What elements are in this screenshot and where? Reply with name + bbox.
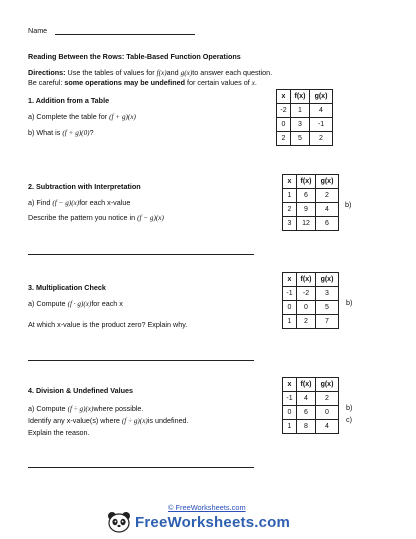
- table-header-cell: f(x): [297, 175, 316, 189]
- table-row: [283, 392, 339, 406]
- table-cell: 7: [316, 315, 339, 329]
- section-1-title: 1. Addition from a Table: [28, 96, 110, 105]
- x-var: x: [251, 79, 255, 87]
- section-2-title: 2. Subtraction with Interpretation: [28, 182, 141, 191]
- section-1-question-b: [28, 128, 94, 138]
- table-row: [283, 203, 339, 217]
- section-3-question-b: At which x-value is the product zero? Explain why.: [28, 320, 188, 329]
- section-1-question-a: [28, 112, 136, 122]
- table-header-cell: x: [283, 175, 297, 189]
- q1a-expr: (f + g)(x): [109, 113, 136, 121]
- table-row: [283, 301, 339, 315]
- table-cell: 2: [316, 189, 339, 203]
- table-header-row: [283, 378, 339, 392]
- answer-line-2[interactable]: [28, 254, 254, 255]
- table-cell: -1: [310, 118, 333, 132]
- section-4-side-label-c: c): [346, 415, 352, 424]
- careful-label: Be careful:: [28, 78, 63, 87]
- table-header-cell: g(x): [310, 90, 333, 104]
- table-4: [282, 377, 339, 434]
- table-cell: -1: [283, 392, 297, 406]
- directions-text-1: Use the tables of values for: [67, 68, 155, 77]
- table-cell: 0: [297, 301, 316, 315]
- table-header-cell: f(x): [297, 378, 316, 392]
- table-header-row: [283, 175, 339, 189]
- q2a-suffix: for each x-value: [79, 198, 131, 207]
- table-cell: 3: [291, 118, 310, 132]
- table-cell: 6: [297, 189, 316, 203]
- table-row: [283, 217, 339, 231]
- table-cell: 5: [291, 132, 310, 146]
- table-row: [277, 104, 333, 118]
- table-header-row: [277, 90, 333, 104]
- table-cell: -2: [297, 287, 316, 301]
- section-2-side-label-b: b): [345, 200, 352, 209]
- directions-period: .: [254, 78, 257, 87]
- table-cell: 0: [283, 301, 297, 315]
- table-header-row: [283, 273, 339, 287]
- table-cell: 4: [310, 104, 333, 118]
- table-header-cell: f(x): [297, 273, 316, 287]
- q1b-suffix: ?: [89, 128, 94, 137]
- table-header-cell: g(x): [316, 273, 339, 287]
- table-row: [283, 287, 339, 301]
- directions-and: and: [166, 68, 179, 77]
- table-cell: 2: [277, 132, 291, 146]
- q2a-expr: (f − g)(x): [52, 199, 80, 207]
- undefined-emphasis: some operations may be undefined: [64, 78, 185, 87]
- q1a-prefix: a) Complete the table for: [28, 112, 108, 121]
- panda-icon: [107, 511, 131, 533]
- table-cell: 0: [283, 406, 297, 420]
- table-cell: -2: [277, 104, 291, 118]
- section-3-title: 3. Multiplication Check: [28, 283, 106, 292]
- table-cell: 1: [291, 104, 310, 118]
- section-3-side-label-b: b): [346, 298, 353, 307]
- table-cell: 5: [316, 301, 339, 315]
- table-cell: 6: [316, 217, 339, 231]
- q1b-prefix: b) What is: [28, 128, 61, 137]
- table-cell: 2: [283, 203, 297, 217]
- q2a-prefix: a) Find: [28, 198, 51, 207]
- f-expr: f(x): [156, 69, 167, 77]
- table-row: [283, 315, 339, 329]
- table-header-cell: g(x): [316, 175, 339, 189]
- footer-brand: FreeWorksheets.com: [135, 514, 291, 531]
- answer-line-3[interactable]: [28, 360, 254, 361]
- q2b-expr: (f − g)(x): [137, 214, 164, 222]
- table-2: [282, 174, 339, 231]
- table-cell: 4: [316, 420, 339, 434]
- worksheet-title: Reading Between the Rows: Table-Based Function Operations: [28, 52, 241, 61]
- section-4-title: 4. Division & Undefined Values: [28, 386, 134, 395]
- section-2-question-a: [28, 198, 130, 208]
- table-cell: 1: [283, 315, 297, 329]
- g-expr: g(x): [180, 69, 193, 77]
- q4b-expr: (f ÷ g)(x): [121, 417, 148, 425]
- table-cell: 3: [316, 287, 339, 301]
- q4a-suffix: where possible.: [93, 404, 144, 413]
- section-4-question-a: [28, 404, 143, 414]
- table-cell: 8: [297, 420, 316, 434]
- table-cell: 1: [283, 420, 297, 434]
- directions-label: Directions:: [28, 68, 66, 77]
- table-cell: 4: [297, 392, 316, 406]
- table-cell: 4: [316, 203, 339, 217]
- table-3: [282, 272, 339, 329]
- table-row: [283, 189, 339, 203]
- table-header-cell: f(x): [291, 90, 310, 104]
- table-cell: 1: [283, 189, 297, 203]
- table-header-cell: x: [283, 273, 297, 287]
- directions-line-2: [28, 78, 257, 88]
- table-header-cell: x: [283, 378, 297, 392]
- table-cell: 12: [297, 217, 316, 231]
- table-header-cell: x: [277, 90, 291, 104]
- q4a-prefix: a) Compute: [28, 404, 66, 413]
- table-row: [277, 118, 333, 132]
- table-row: [283, 420, 339, 434]
- directions-text-3: for certain values of: [186, 78, 250, 87]
- table-header-cell: g(x): [316, 378, 339, 392]
- name-label: Name: [28, 26, 48, 35]
- table-row: [277, 132, 333, 146]
- section-4-question-b: [28, 416, 189, 426]
- table-cell: 0: [277, 118, 291, 132]
- table-cell: -1: [283, 287, 297, 301]
- section-4-question-c: Explain the reason.: [28, 428, 90, 437]
- table-cell: 2: [316, 392, 339, 406]
- q3a-prefix: a) Compute: [28, 299, 66, 308]
- table-1: [276, 89, 333, 146]
- table-cell: 3: [283, 217, 297, 231]
- q4b-prefix: Identify any x-value(s) where: [28, 416, 120, 425]
- table-cell: 6: [297, 406, 316, 420]
- directions-text-2: to answer each question.: [192, 68, 273, 77]
- q4b-suffix: is undefined.: [147, 416, 189, 425]
- footer-link[interactable]: © FreeWorksheets.com: [168, 503, 246, 512]
- answer-line-4[interactable]: [28, 467, 254, 468]
- table-cell: 2: [297, 315, 316, 329]
- section-2-question-b: [28, 213, 164, 223]
- section-3-question-a: [28, 299, 123, 309]
- q3a-expr: (f · g)(x): [67, 300, 92, 308]
- directions-line-1: [28, 68, 272, 78]
- table-row: [283, 406, 339, 420]
- table-cell: 9: [297, 203, 316, 217]
- q2b-prefix: Describe the pattern you notice in: [28, 213, 136, 222]
- section-4-side-label-b: b): [346, 403, 353, 412]
- q3a-suffix: for each x: [91, 299, 123, 308]
- table-cell: 2: [310, 132, 333, 146]
- q4a-expr: (f ÷ g)(x): [67, 405, 94, 413]
- q1b-expr: (f + g)(0): [62, 129, 90, 137]
- table-cell: 0: [316, 406, 339, 420]
- name-line[interactable]: [55, 34, 195, 35]
